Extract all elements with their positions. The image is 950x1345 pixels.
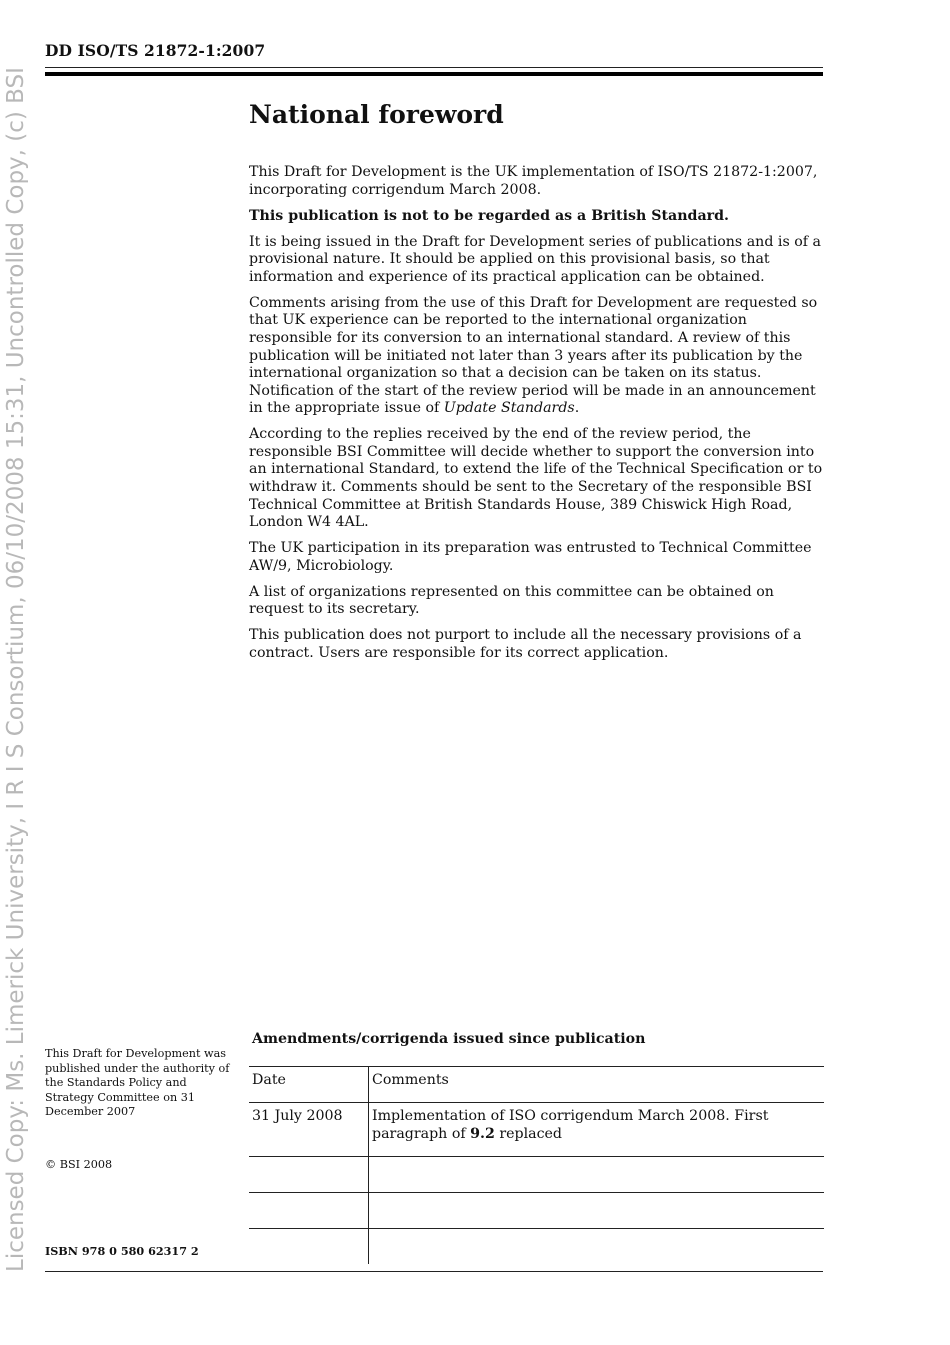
footer-rule xyxy=(45,1271,823,1272)
amendment-comment-end: replaced xyxy=(494,1125,563,1142)
foreword-paragraph-4 xyxy=(249,295,827,418)
comments-column-header: Comments xyxy=(369,1067,825,1103)
document-id-header: DD ISO/TS 21872-1:2007 xyxy=(45,41,266,60)
empty-comment-cell xyxy=(369,1229,825,1265)
empty-comment-cell xyxy=(369,1157,825,1193)
empty-date-cell xyxy=(249,1157,369,1193)
update-standards-title: Update Standards xyxy=(443,400,575,417)
amendment-clause-ref: 9.2 xyxy=(470,1125,495,1142)
empty-date-cell xyxy=(249,1193,369,1229)
empty-comment-cell xyxy=(369,1193,825,1229)
header-thin-rule xyxy=(45,67,823,68)
foreword-paragraph-5: According to the replies received by the end of the review period, the responsible BSI Committee will decide whether to support the conversion into an international Standard, to extend the life of the Technical Specification or to withdraw it. Comments should be sent to the Secretary of the responsible BSI Technical Committee at British Standards House, 389 Chiswick High Road, London W4 4AL. xyxy=(249,426,823,531)
foreword-body xyxy=(249,164,827,671)
table-header-row xyxy=(249,1067,824,1103)
foreword-paragraph-6: The UK participation in its preparation was entrusted to Technical Committee AW/9, Microbiology. xyxy=(249,540,812,574)
foreword-paragraph-2: This publication is not to be regarded as a British Standard. xyxy=(249,207,729,224)
license-watermark: Licensed Copy: Ms. Limerick University, I R I S Consortium, 06/10/2008 15:31, Uncontrolled Copy, (c) BSI xyxy=(3,67,29,1272)
amendment-comment-cell xyxy=(369,1103,825,1157)
amendment-date-cell: 31 July 2008 xyxy=(249,1103,369,1157)
copyright-notice: © BSI 2008 xyxy=(45,1158,113,1171)
foreword-paragraph-7: A list of organizations represented on this committee can be obtained on request to its secretary. xyxy=(249,583,774,618)
table-row-empty xyxy=(249,1193,824,1229)
foreword-paragraph-4-text: Comments arising from the use of this Draft for Development are requested so that UK experience can be reported to the international organization responsible for its conversion to an international standard. A review of this publication will be initiated not later than 3 years after its publication by the international organization so that a decision can be taken on its status. Notification of the start of the review period will be made in an announcement in the appropriate issue of xyxy=(249,294,818,417)
amendments-title: Amendments/corrigenda issued since publication xyxy=(252,1031,646,1047)
page-title: National foreword xyxy=(249,100,504,129)
foreword-paragraph-8: This publication does not purport to include all the necessary provisions of a contract. Users are responsible for its correct application. xyxy=(249,627,802,661)
isbn-number: ISBN 978 0 580 62317 2 xyxy=(45,1244,199,1258)
empty-date-cell xyxy=(249,1229,369,1265)
amendments-table xyxy=(249,1066,824,1264)
header-thick-rule xyxy=(45,72,823,76)
foreword-paragraph-3: It is being issued in the Draft for Development series of publications and is of a provisional nature. It should be applied on this provisional basis, so that information and experience of its practical application can be obtained. xyxy=(249,233,821,285)
table-row-empty xyxy=(249,1157,824,1193)
amendment-comment-text: Implementation of ISO corrigendum March 2008. First paragraph of xyxy=(372,1108,769,1142)
date-column-header: Date xyxy=(249,1067,369,1103)
table-row-empty xyxy=(249,1229,824,1265)
foreword-paragraph-1: This Draft for Development is the UK implementation of ISO/TS 21872-1:2007, incorporating corrigendum March 2008. xyxy=(249,164,818,198)
table-row xyxy=(249,1103,824,1157)
foreword-paragraph-4-end: . xyxy=(574,400,580,417)
publication-note: This Draft for Development was published under the authority of the Standards Policy and Strategy Committee on 31 December 2007 xyxy=(45,1047,230,1119)
